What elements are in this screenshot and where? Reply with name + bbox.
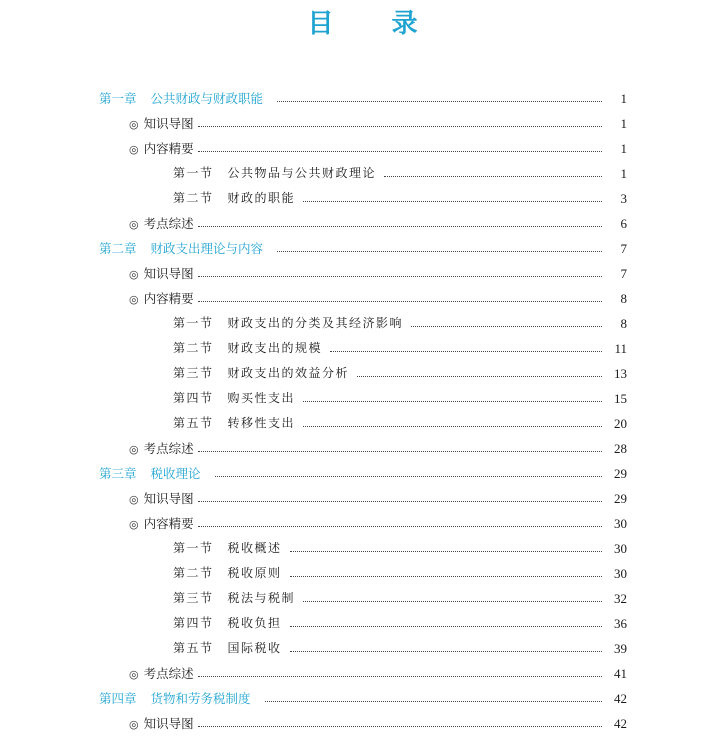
toc-item-row[interactable] — [0, 661, 725, 686]
bullet-icon: ◎ — [129, 292, 139, 306]
page-number: 41 — [614, 666, 627, 681]
dot-leader — [198, 225, 602, 227]
toc-entry-label — [173, 586, 299, 611]
toc-entry-label — [173, 386, 299, 411]
bullet-icon: ◎ — [129, 442, 139, 456]
section-number: 第四节 — [173, 391, 214, 405]
toc-entry-label — [129, 136, 198, 162]
page-number: 8 — [620, 316, 627, 331]
dot-leader — [198, 150, 602, 152]
page-number: 30 — [614, 566, 627, 581]
toc-chapter-row[interactable] — [0, 461, 725, 486]
item-title: 知识导图 — [143, 265, 194, 281]
dot-leader — [303, 425, 602, 427]
toc-entry-label — [129, 286, 198, 312]
dot-leader — [265, 700, 602, 702]
toc-section-row[interactable] — [0, 411, 725, 436]
toc-item-row[interactable] — [0, 286, 725, 311]
item-title: 内容精要 — [143, 140, 194, 156]
section-number: 第五节 — [173, 641, 214, 655]
page-number: 1 — [620, 141, 627, 156]
item-title: 内容精要 — [143, 290, 194, 306]
section-number: 第四节 — [173, 616, 214, 630]
section-number: 第一节 — [173, 541, 214, 555]
dot-leader — [290, 650, 602, 652]
toc-item-row[interactable] — [0, 436, 725, 461]
table-of-contents — [0, 86, 725, 736]
dot-leader — [277, 250, 602, 252]
page-number: 13 — [614, 366, 627, 381]
section-title: 财政支出的效益分析 — [227, 366, 350, 380]
page-number: 6 — [620, 216, 627, 231]
chapter-number: 第四章 — [99, 691, 137, 706]
toc-section-row[interactable] — [0, 611, 725, 636]
toc-entry-label — [129, 261, 198, 287]
item-title: 知识导图 — [143, 490, 194, 506]
dot-leader — [303, 400, 602, 402]
toc-entry-label — [173, 186, 299, 211]
section-number: 第五节 — [173, 416, 214, 430]
section-title: 公共物品与公共财政理论 — [227, 166, 377, 180]
dot-leader — [277, 100, 602, 102]
page-number: 30 — [614, 516, 627, 531]
item-title: 考点综述 — [143, 215, 194, 231]
section-number: 第三节 — [173, 591, 214, 605]
section-title: 财政支出的规模 — [227, 341, 323, 355]
dot-leader — [198, 275, 602, 277]
toc-entry-label — [129, 511, 198, 537]
section-title: 购买性支出 — [227, 391, 296, 405]
toc-section-row[interactable] — [0, 636, 725, 661]
toc-entry-label — [173, 336, 326, 361]
toc-item-row[interactable] — [0, 486, 725, 511]
page-number: 29 — [614, 491, 627, 506]
item-title: 内容精要 — [143, 515, 194, 531]
page-number: 7 — [620, 241, 627, 256]
item-title: 知识导图 — [143, 115, 194, 131]
section-title: 税法与税制 — [227, 591, 296, 605]
dot-leader — [198, 525, 602, 527]
chapter-title: 货物和劳务税制度 — [150, 691, 251, 706]
dot-leader — [198, 450, 602, 452]
toc-section-row[interactable] — [0, 161, 725, 186]
page-number: 42 — [614, 691, 627, 706]
dot-leader — [357, 375, 602, 377]
bullet-icon: ◎ — [129, 117, 139, 131]
section-number: 第一节 — [173, 166, 214, 180]
toc-entry-label — [173, 411, 299, 436]
bullet-icon: ◎ — [129, 717, 139, 731]
toc-entry-label — [173, 561, 286, 586]
section-title: 财政支出的分类及其经济影响 — [227, 316, 404, 330]
bullet-icon: ◎ — [129, 217, 139, 231]
toc-section-row[interactable] — [0, 311, 725, 336]
bullet-icon: ◎ — [129, 142, 139, 156]
dot-leader — [290, 625, 602, 627]
toc-chapter-row[interactable] — [0, 86, 725, 111]
toc-entry-label — [129, 111, 198, 137]
bullet-icon: ◎ — [129, 267, 139, 281]
section-title: 税收原则 — [227, 566, 282, 580]
item-title: 考点综述 — [143, 665, 194, 681]
toc-section-row[interactable] — [0, 336, 725, 361]
item-title: 知识导图 — [143, 715, 194, 731]
dot-leader — [290, 575, 602, 577]
section-title: 财政的职能 — [227, 191, 296, 205]
page-number: 28 — [614, 441, 627, 456]
page-number: 36 — [614, 616, 627, 631]
page-number: 1 — [620, 166, 627, 181]
toc-entry-label — [129, 486, 198, 512]
dot-leader — [290, 550, 602, 552]
toc-entry-label — [129, 661, 198, 687]
section-title: 税收概述 — [227, 541, 282, 555]
dot-leader — [198, 300, 602, 302]
dot-leader — [303, 200, 602, 202]
toc-entry-label — [129, 436, 198, 462]
bullet-icon: ◎ — [129, 667, 139, 681]
page-number: 3 — [620, 191, 627, 206]
toc-section-row[interactable] — [0, 586, 725, 611]
page-number: 42 — [614, 716, 627, 731]
page-number: 1 — [620, 116, 627, 131]
toc-item-row[interactable] — [0, 511, 725, 536]
dot-leader — [384, 175, 602, 177]
page-number: 32 — [614, 591, 627, 606]
section-number: 第二节 — [173, 566, 214, 580]
bullet-icon: ◎ — [129, 517, 139, 531]
toc-section-row[interactable] — [0, 386, 725, 411]
page-title — [0, 8, 725, 40]
dot-leader — [411, 325, 602, 327]
toc-entry-label — [99, 686, 255, 711]
page-number: 39 — [614, 641, 627, 656]
page-number: 29 — [614, 466, 627, 481]
dot-leader — [215, 475, 602, 477]
page-number: 8 — [620, 291, 627, 306]
chapter-number: 第一章 — [99, 91, 137, 106]
chapter-number: 第二章 — [99, 241, 137, 256]
dot-leader — [330, 350, 602, 352]
section-number: 第二节 — [173, 341, 214, 355]
section-number: 第二节 — [173, 191, 214, 205]
dot-leader — [198, 725, 602, 727]
chapter-title: 公共财政与财政职能 — [150, 91, 264, 106]
page-number: 7 — [620, 266, 627, 281]
toc-section-row[interactable] — [0, 561, 725, 586]
toc-section-row[interactable] — [0, 186, 725, 211]
toc-item-row[interactable] — [0, 136, 725, 161]
toc-entry-label — [99, 461, 205, 486]
dot-leader — [198, 675, 602, 677]
toc-entry-label — [173, 161, 380, 186]
toc-chapter-row[interactable] — [0, 236, 725, 261]
page-number: 15 — [614, 391, 627, 406]
title-char-1: 目 — [307, 9, 334, 39]
title-char-2: 录 — [391, 9, 418, 39]
toc-item-row[interactable] — [0, 261, 725, 286]
dot-leader — [198, 125, 602, 127]
section-title: 税收负担 — [227, 616, 282, 630]
toc-section-row[interactable] — [0, 361, 725, 386]
bullet-icon: ◎ — [129, 492, 139, 506]
toc-entry-label — [129, 211, 198, 237]
section-title: 国际税收 — [227, 641, 282, 655]
section-title: 转移性支出 — [227, 416, 296, 430]
toc-item-row[interactable] — [0, 211, 725, 236]
section-number: 第三节 — [173, 366, 214, 380]
toc-entry-label — [129, 711, 198, 737]
toc-entry-label — [173, 636, 286, 661]
item-title: 考点综述 — [143, 440, 194, 456]
chapter-title: 税收理论 — [150, 466, 201, 481]
toc-section-row[interactable] — [0, 536, 725, 561]
toc-entry-label — [173, 361, 353, 386]
toc-entry-label — [173, 611, 286, 636]
toc-chapter-row[interactable] — [0, 686, 725, 711]
dot-leader — [198, 500, 602, 502]
toc-entry-label — [173, 536, 286, 561]
chapter-title: 财政支出理论与内容 — [150, 241, 264, 256]
chapter-number: 第三章 — [99, 466, 137, 481]
section-number: 第一节 — [173, 316, 214, 330]
page-number: 11 — [614, 341, 627, 356]
dot-leader — [303, 600, 602, 602]
page-number: 20 — [614, 416, 627, 431]
toc-entry-label — [173, 311, 407, 336]
toc-entry-label — [99, 236, 267, 261]
page-number: 30 — [614, 541, 627, 556]
page-number: 1 — [620, 91, 627, 106]
toc-entry-label — [99, 86, 267, 111]
toc-item-row[interactable] — [0, 111, 725, 136]
toc-item-row[interactable] — [0, 711, 725, 736]
